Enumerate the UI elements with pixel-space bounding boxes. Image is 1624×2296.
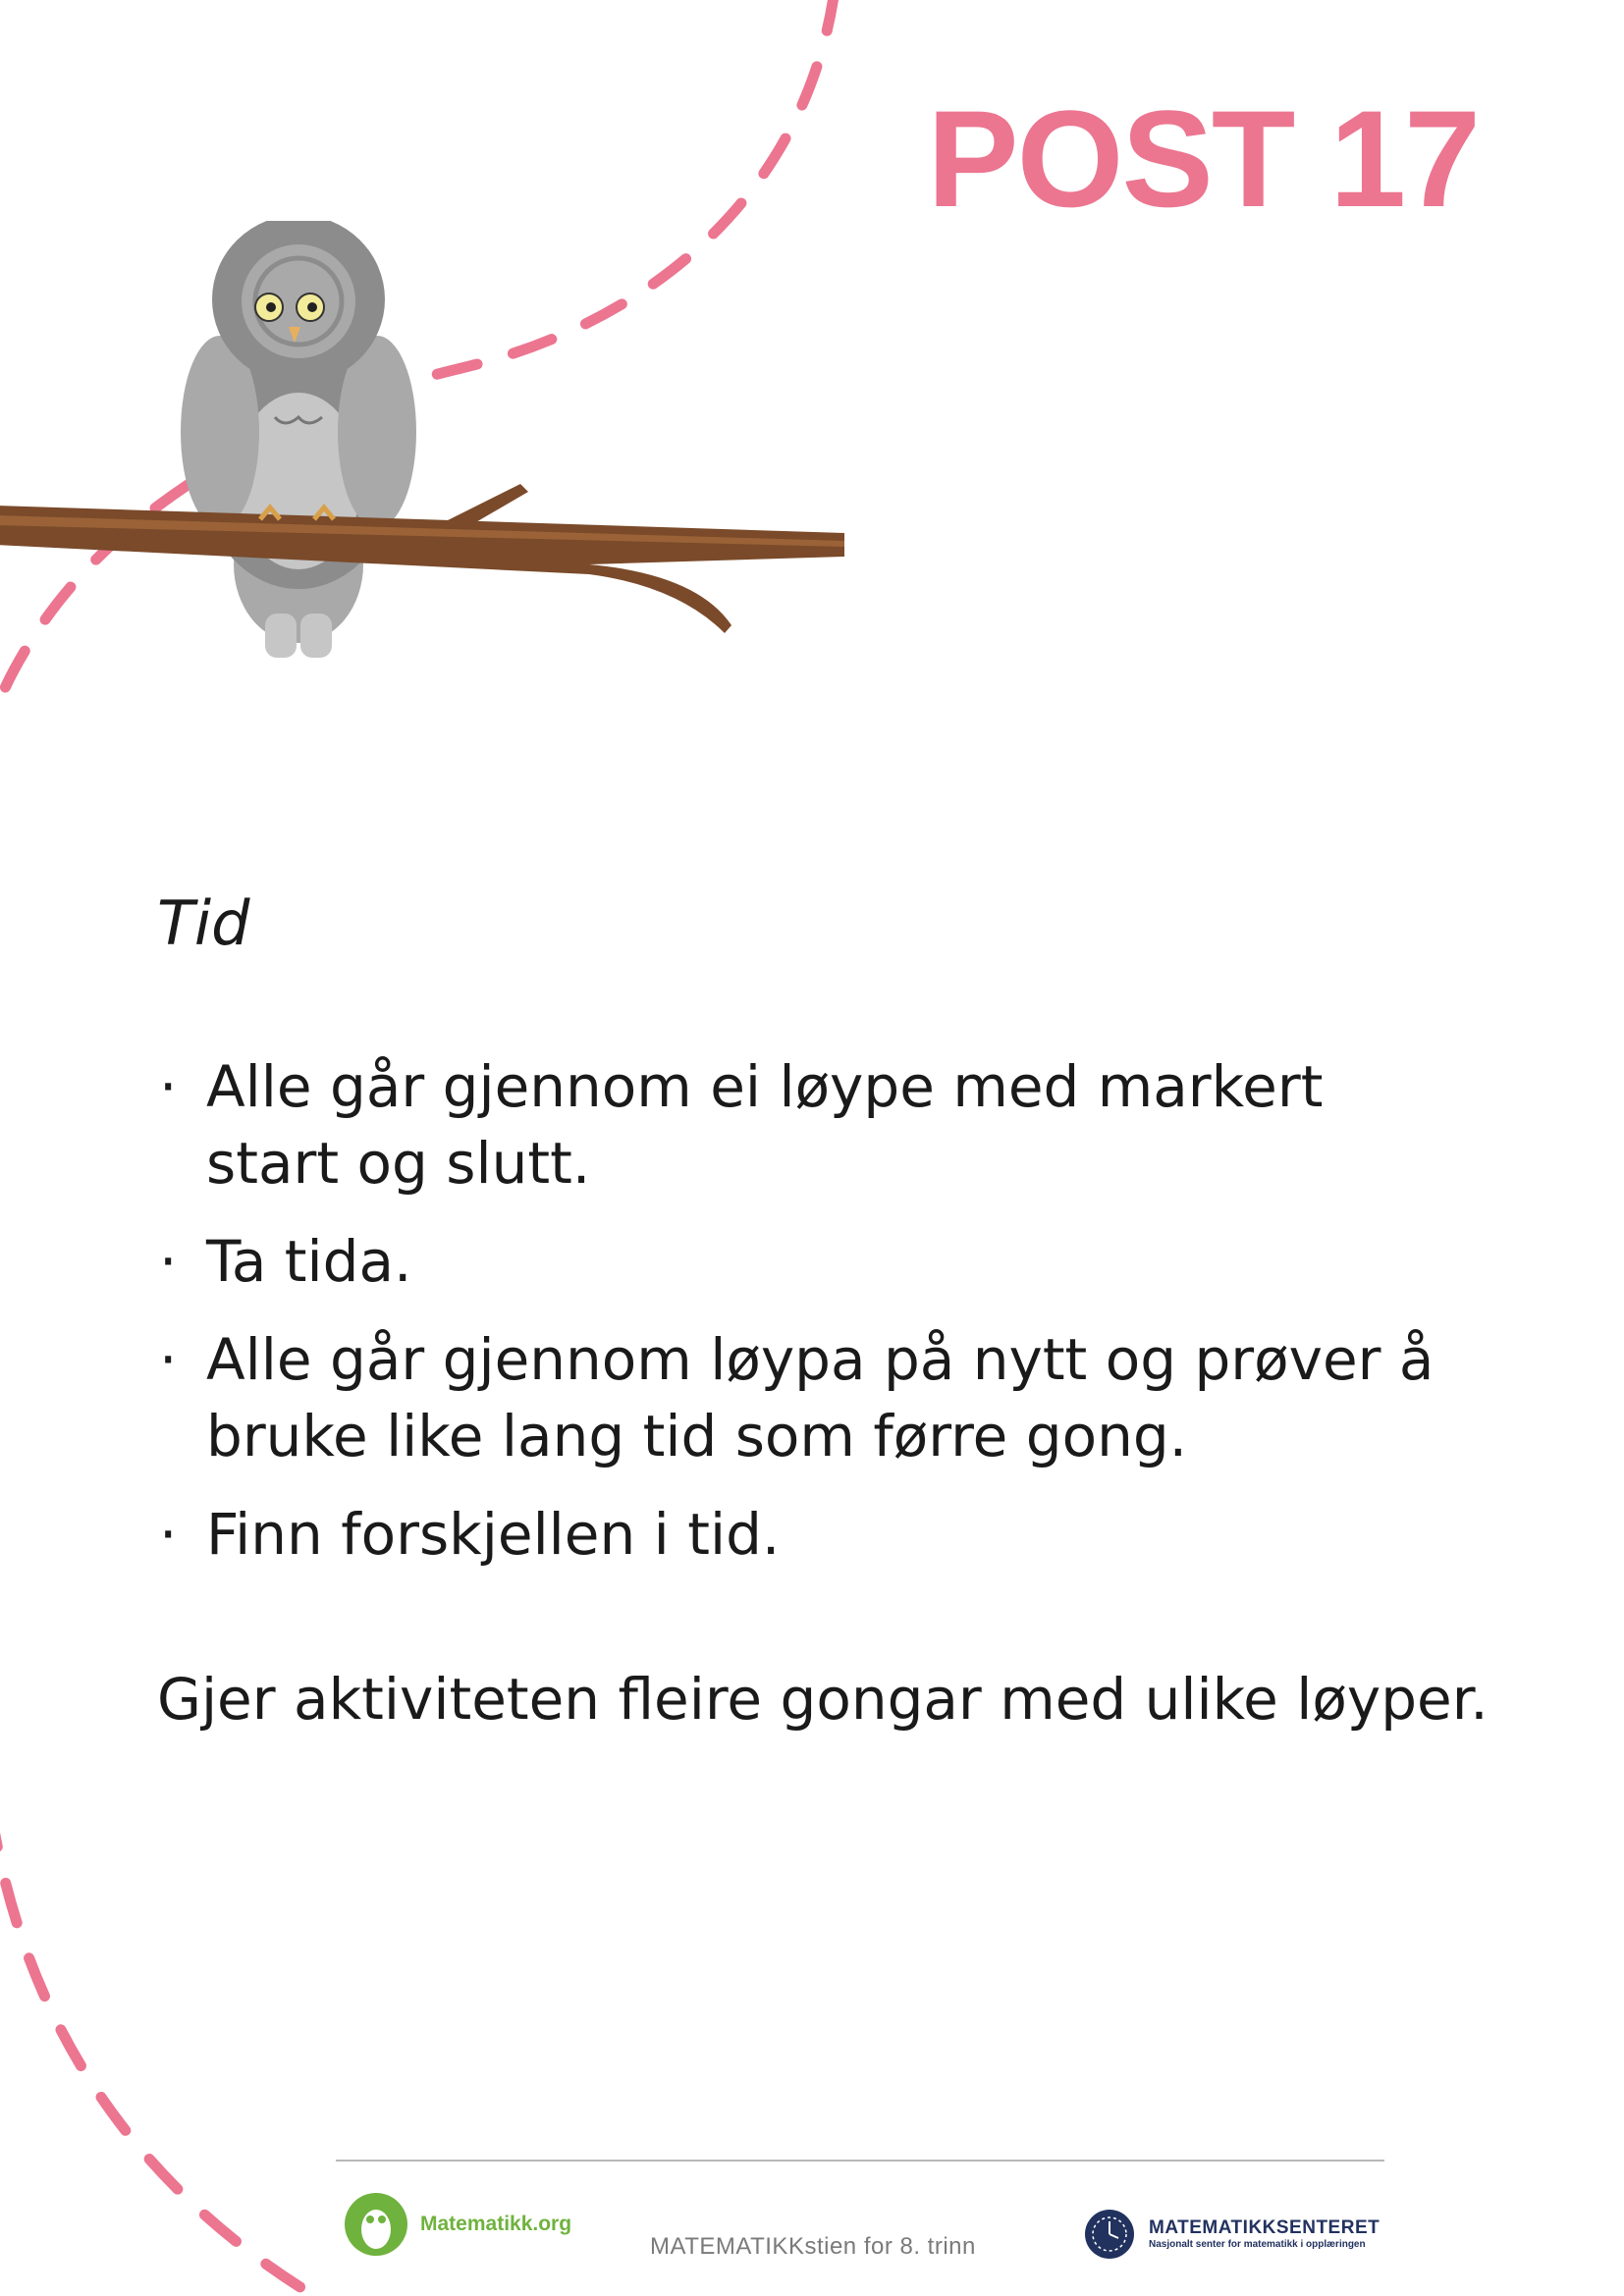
task-steps-list xyxy=(157,1048,1473,1594)
task-step-text: Alle går gjennom løypa på nytt og prøver å bruke like lang tid som førre gong. xyxy=(206,1326,1435,1469)
matematikk-org-logo xyxy=(344,2192,571,2257)
post-title: POST 17 xyxy=(927,81,1479,236)
task-step-text: Alle går gjennom ei løype med markert start og slutt. xyxy=(206,1053,1324,1197)
owl-body-group xyxy=(181,221,416,658)
owl-illustration xyxy=(0,221,844,682)
task-step xyxy=(157,1321,1473,1474)
owl-leg-right xyxy=(300,614,332,658)
clock-logo-icon xyxy=(1084,2209,1135,2260)
owl-pupil-right xyxy=(307,302,317,312)
footer-right-logo-title: MATEMATIKKSENTERET xyxy=(1149,2217,1380,2239)
task-step xyxy=(157,1496,1473,1573)
owl-pupil-left xyxy=(266,302,276,312)
task-step-text: Ta tida. xyxy=(206,1228,412,1295)
footer-series-title: MATEMATIKKstien for 8. trinn xyxy=(650,2233,976,2260)
task-heading: Tid xyxy=(157,887,250,959)
footer-divider xyxy=(336,2160,1384,2162)
task-step xyxy=(157,1223,1473,1300)
bullet-marker: · xyxy=(159,1228,178,1295)
footer-left-logo-text: Matematikk.org xyxy=(420,2213,572,2235)
bullet-marker: · xyxy=(159,1501,178,1568)
owl-logo-icon xyxy=(344,2192,408,2257)
task-step-text: Finn forskjellen i tid. xyxy=(206,1501,781,1568)
branch-illustration xyxy=(0,484,844,633)
matematikksenteret-logo xyxy=(1084,2209,1380,2260)
owl-leg-left xyxy=(265,614,297,658)
bullet-marker: · xyxy=(159,1053,178,1120)
task-step xyxy=(157,1048,1473,1201)
footer-right-logo-subtitle: Nasjonalt senter for matematikk i opplæringen xyxy=(1149,2238,1366,2250)
bullet-marker: · xyxy=(159,1326,178,1393)
closing-instruction: Gjer aktiviteten fleire gongar med ulike løyper. xyxy=(157,1666,1489,1733)
